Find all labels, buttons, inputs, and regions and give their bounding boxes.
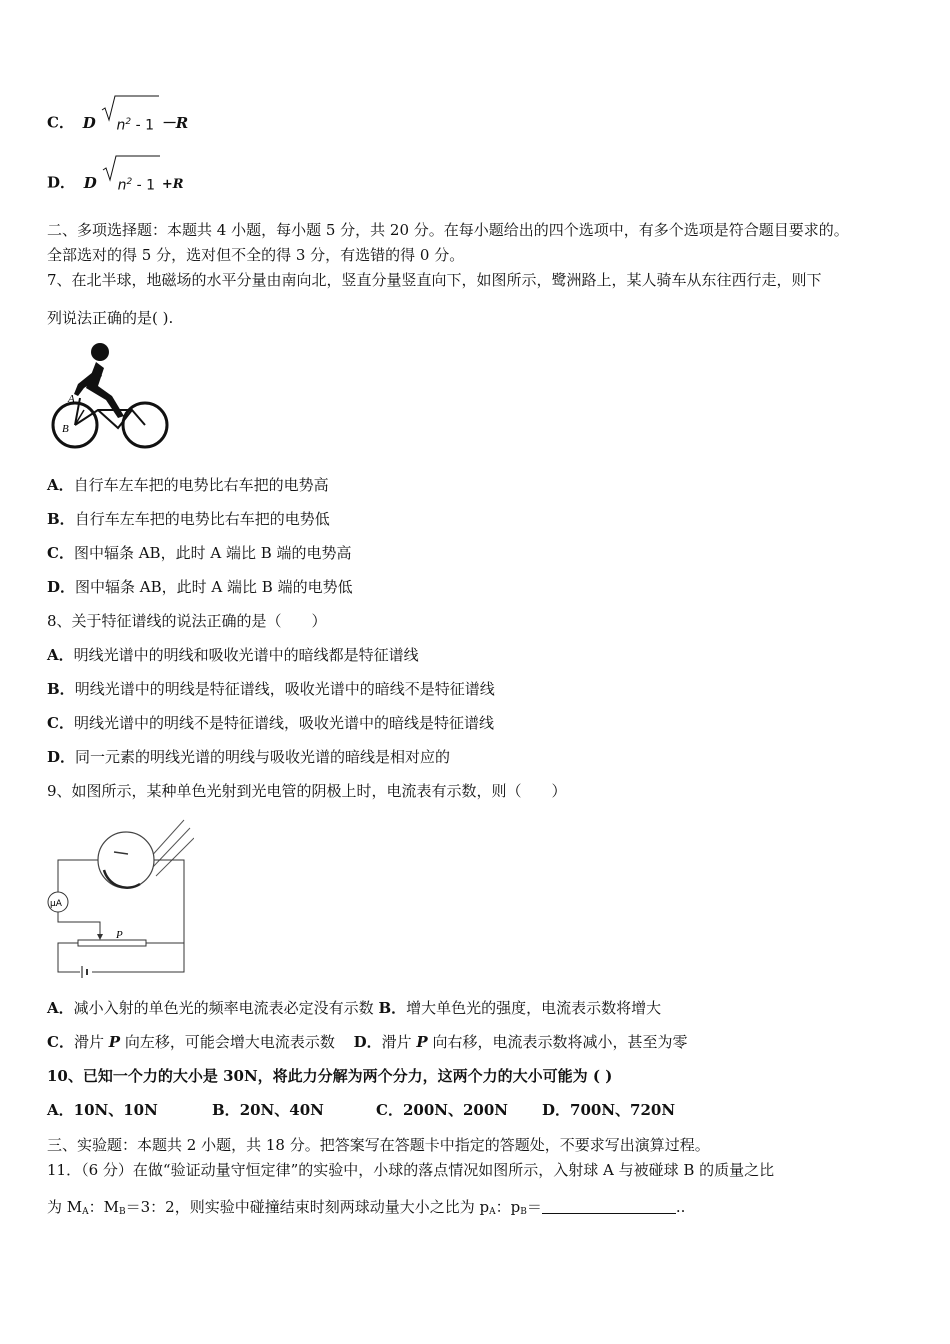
fig-label-a: A <box>68 393 75 405</box>
q7-d-label: D． <box>47 578 76 596</box>
q11-stem-line2 <box>47 1197 685 1222</box>
q10-stem: 10、已知一个力的大小是 30N，将此力分解为两个分力，这两个力的大小可能为 ( ) <box>47 1067 613 1085</box>
q11-sub-pb: B <box>520 1207 527 1217</box>
q6-c-rad: n <box>116 117 126 134</box>
q9-b-label: B． <box>378 999 407 1017</box>
q9-d-pre: 滑片 <box>381 1033 412 1051</box>
q11-sub-b: B <box>119 1207 126 1217</box>
q10-b-text: 20N、40N <box>239 1101 324 1119</box>
q10-option-a <box>47 1100 158 1120</box>
q7-option-d <box>47 577 353 597</box>
q10-b-label: B． <box>212 1101 240 1119</box>
q11-pre: 为 M <box>47 1198 83 1216</box>
q6-c-rest: - 1 <box>135 117 155 134</box>
q6-d-d: D <box>83 173 97 192</box>
q6-d-tail: +R <box>161 176 184 192</box>
q11-mid2: ＝3：2，则实验中碰撞结束时刻两球动量大小之比为 p <box>125 1198 490 1216</box>
q8-option-c <box>47 713 494 733</box>
q6-c-exp: 2 <box>125 117 132 127</box>
q10-d-text: 700N、720N <box>570 1101 676 1119</box>
slider-p-label: P <box>116 929 123 941</box>
q6-c-d: D <box>82 113 96 132</box>
q6-d-exp: 2 <box>126 177 133 187</box>
q7-stem-line2: 列说法正确的是( ). <box>47 309 174 327</box>
sqrt-expression <box>101 112 154 136</box>
q9-c-p: P <box>108 1033 121 1051</box>
sqrt-sign-icon <box>101 94 159 122</box>
q7-a-text: 自行车左车把的电势比右车把的电势高 <box>73 476 329 494</box>
section2-line1: 二、多项选择题：本题共 4 小题，每小题 5 分，共 20 分。在每小题给出的四个选项中，有多个选项是符合题目要求的。 <box>47 221 849 239</box>
q8-b-text: 明线光谱中的明线是特征谱线，吸收光谱中的暗线不是特征谱线 <box>74 680 495 698</box>
q8-option-a <box>47 645 419 665</box>
microammeter-label: μA <box>50 899 62 909</box>
q11-end: .. <box>675 1198 686 1216</box>
q11-sub-pa: A <box>489 1207 496 1217</box>
section2-line2: 全部选对的得 5 分，选对但不全的得 3 分，有选错的得 0 分。 <box>47 246 465 264</box>
q7-stem-line1: 7、在北半球，地磁场的水平分量由南向北，竖直分量竖直向下，如图所示，鹭洲路上，某人骑车从东往西行走，则下 <box>47 271 822 289</box>
q11-mid3: ：p <box>495 1198 521 1216</box>
q9-c-label: C． <box>47 1033 74 1051</box>
q7-option-a <box>47 475 329 495</box>
q9-c-post: 向左移，可能会增大电流表示数 <box>124 1033 335 1051</box>
q9-options-row2 <box>47 1032 688 1052</box>
q8-stem: 8、关于特征谱线的说法正确的是（ ） <box>47 612 327 630</box>
fig-label-b: B <box>62 423 69 435</box>
q9-c-pre: 滑片 <box>73 1033 104 1051</box>
q7-b-text: 自行车左车把的电势比右车把的电势低 <box>74 510 330 528</box>
q7-d-text: 图中辐条 AB，此时 A 端比 B 端的电势低 <box>75 578 353 596</box>
q10-a-text: 10N、10N <box>73 1101 158 1119</box>
q10-c-label: C． <box>376 1101 403 1119</box>
section3-line1: 三、实验题：本题共 2 小题，共 18 分。把答案写在答题卡中指定的答题处，不要求写出演算过程。 <box>47 1136 710 1154</box>
q8-d-label: D． <box>47 748 76 766</box>
q11-mid4: ＝ <box>526 1198 542 1216</box>
q8-b-label: B． <box>47 680 75 698</box>
q8-a-label: A． <box>47 646 74 664</box>
sqrt-sign-icon <box>102 154 160 182</box>
q8-c-text: 明线光谱中的明线不是特征谱线，吸收光谱中的暗线是特征谱线 <box>73 714 494 732</box>
q9-a-label: A． <box>47 999 74 1017</box>
q7-option-c <box>47 543 352 563</box>
q11-stem-line1: 11．（6 分）在做“验证动量守恒定律”的实验中，小球的落点情况如图所示，入射球 A 与被碰球 B 的质量之比 <box>47 1161 775 1179</box>
q6-option-d <box>47 172 184 196</box>
q7-option-b <box>47 509 330 529</box>
answer-blank[interactable] <box>542 1199 676 1214</box>
q7-c-text: 图中辐条 AB，此时 A 端比 B 端的电势高 <box>73 544 352 562</box>
q10-option-d <box>542 1100 675 1120</box>
q9-b-text: 增大单色光的强度，电流表示数将增大 <box>406 999 662 1017</box>
q7-b-label: B． <box>47 510 75 528</box>
q8-a-text: 明线光谱中的明线和吸收光谱中的暗线都是特征谱线 <box>73 646 419 664</box>
sqrt-expression <box>102 172 155 196</box>
q9-a-text: 减小入射的单色光的频率电流表必定没有示数 <box>73 999 374 1017</box>
q7-c-label: C． <box>47 544 74 562</box>
q6-c-label: C． <box>47 113 74 132</box>
q11-mid1: ：M <box>88 1198 119 1216</box>
q10-option-b <box>212 1100 324 1120</box>
q9-stem: 9、如图所示，某种单色光射到光电管的阴极上时，电流表有示数，则（ ） <box>47 782 567 800</box>
bicycle-rider-figure <box>48 340 172 455</box>
q6-option-c <box>47 112 188 136</box>
q10-a-label: A． <box>47 1101 74 1119</box>
q7-a-label: A． <box>47 476 74 494</box>
q6-d-label: D． <box>47 173 76 192</box>
q6-d-rad: n <box>117 177 127 194</box>
q10-d-label: D． <box>542 1101 571 1119</box>
q8-c-label: C． <box>47 714 74 732</box>
phototube-circuit-figure <box>44 812 194 980</box>
q9-d-post: 向右移，电流表示数将减小，甚至为零 <box>432 1033 688 1051</box>
q11-sub-a: A <box>82 1207 89 1217</box>
q10-option-c <box>376 1100 508 1120</box>
q8-d-text: 同一元素的明线光谱的明线与吸收光谱的暗线是相对应的 <box>75 748 451 766</box>
q9-d-label: D． <box>353 1033 382 1051</box>
q6-d-rest: - 1 <box>136 177 156 194</box>
q9-options-row1 <box>47 998 661 1018</box>
q10-c-text: 200N、200N <box>402 1101 508 1119</box>
q8-option-b <box>47 679 495 699</box>
q6-c-tail: －R <box>160 113 189 132</box>
q8-option-d <box>47 747 450 767</box>
q9-d-p: P <box>416 1033 428 1051</box>
